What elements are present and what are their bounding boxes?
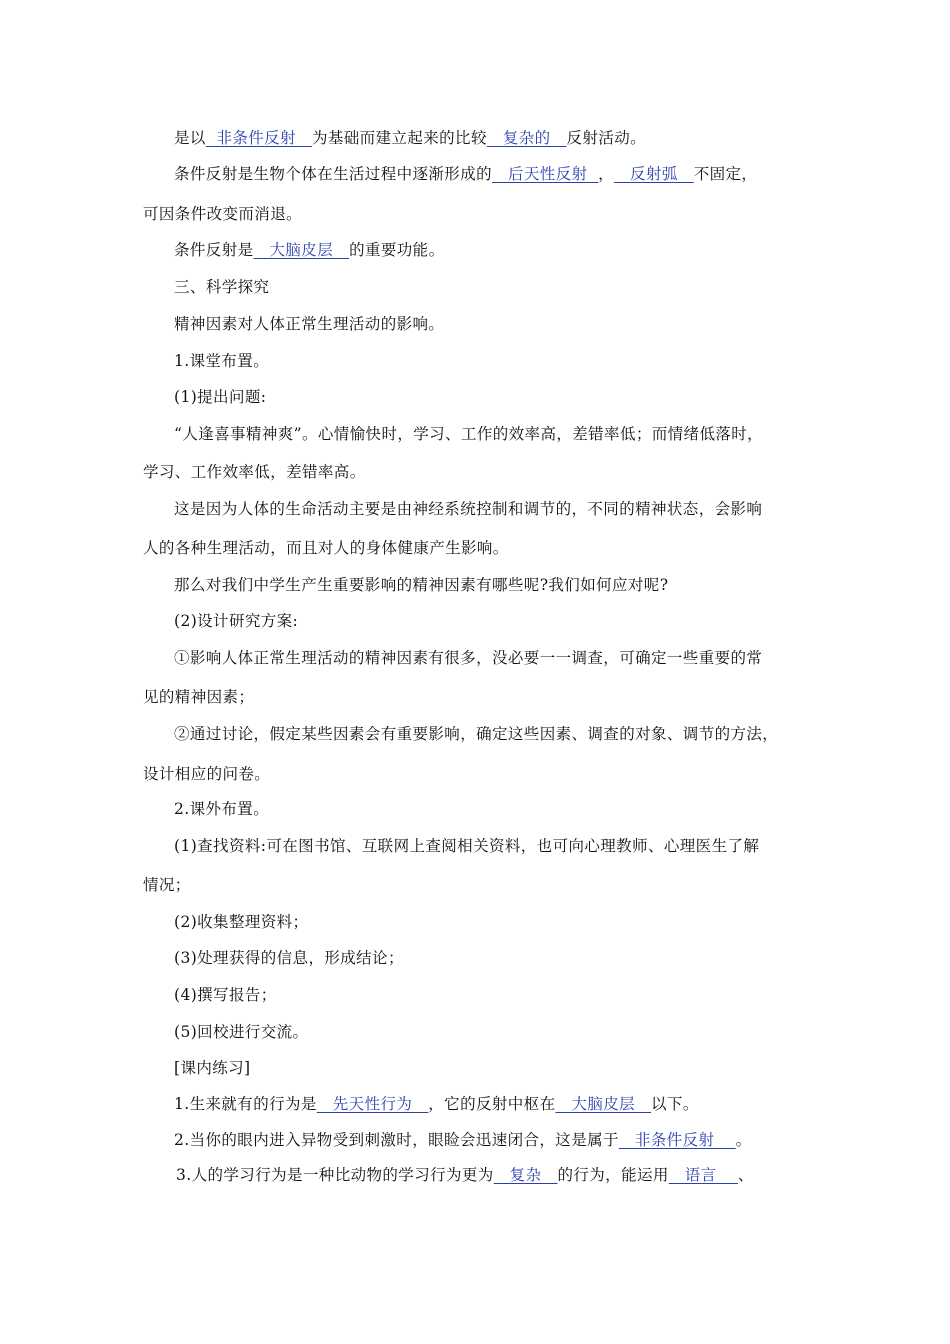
answer-blank: 反射弧 [614,165,694,183]
exercise-item: 2.当你的眼内进入异物受到刺激时，眼睑会迅速闭合，这是属于 非条件反射 。 [174,1131,752,1149]
text-line: (3)处理获得的信息，形成结论； [174,949,404,967]
text-line: 那么对我们中学生产生重要影响的精神因素有哪些呢?我们如何应对呢? [174,576,669,594]
exercise-item: 1.生来就有的行为是 先天性行为 ，它的反射中枢在 大脑皮层 以下。 [174,1095,699,1113]
answer-blank: 非条件反射 [205,129,312,147]
text-line: 是以 非条件反射 为基础而建立起来的比较 复杂的 反射活动。 [174,129,647,147]
exercise-item: 3.人的学习行为是一种比动物的学习行为更为 复杂 的行为，能运用 语言 、 [176,1166,754,1184]
text-line: 精神因素对人体正常生理活动的影响。 [174,315,445,333]
text-line: 人的各种生理活动，而且对人的身体健康产生影响。 [143,539,509,557]
text-line: 条件反射是 大脑皮层 的重要功能。 [174,241,445,259]
answer-blank: 非条件反射 [618,1131,736,1149]
text-line: (2)设计研究方案: [174,612,299,630]
text-line: (5)回校进行交流。 [174,1023,309,1041]
text-line: ②通过讨论，假定某些因素会有重要影响，确定这些因素、调查的对象、调节的方法， [174,725,779,743]
answer-blank: 后天性反射 [492,165,599,183]
answer-blank: 复杂 [493,1166,558,1184]
answer-blank: 大脑皮层 [555,1095,652,1113]
text-line: (2)收集整理资料； [174,913,309,931]
text-line: 2.课外布置。 [174,800,270,818]
text-line: 见的精神因素； [143,688,255,706]
text-line: 可因条件改变而消退。 [143,205,303,223]
text-line: ①影响人体正常生理活动的精神因素有很多，没必要一一调查，可确定一些重要的常 [174,649,763,667]
text-line: 1.课堂布置。 [174,352,270,370]
text-line: (1)查找资料:可在图书馆、互联网上查阅相关资料，也可向心理教师、心理医生了解 [174,837,760,855]
text-line: “人逢喜事精神爽”。心情愉快时，学习、工作的效率高，差错率低；而情绪低落时， [174,425,764,443]
text-line: 条件反射是生物个体在生活过程中逐渐形成的 后天性反射 ， 反射弧 不固定， [174,165,758,183]
text-line: (4)撰写报告； [174,986,277,1004]
section-heading: [课内练习] [174,1059,251,1077]
text-line: 设计相应的问卷。 [143,765,271,783]
text-line: (1)提出问题: [174,388,267,406]
section-heading: 三、科学探究 [174,278,270,296]
answer-blank: 语言 [668,1166,738,1184]
text-line: 学习、工作效率低，差错率高。 [143,463,366,481]
answer-blank: 大脑皮层 [253,241,350,259]
answer-blank: 复杂的 [486,129,567,147]
text-line: 这是因为人体的生命活动主要是由神经系统控制和调节的，不同的精神状态，会影响 [174,500,763,518]
text-line: 情况； [143,876,191,894]
answer-blank: 先天性行为 [316,1095,429,1113]
